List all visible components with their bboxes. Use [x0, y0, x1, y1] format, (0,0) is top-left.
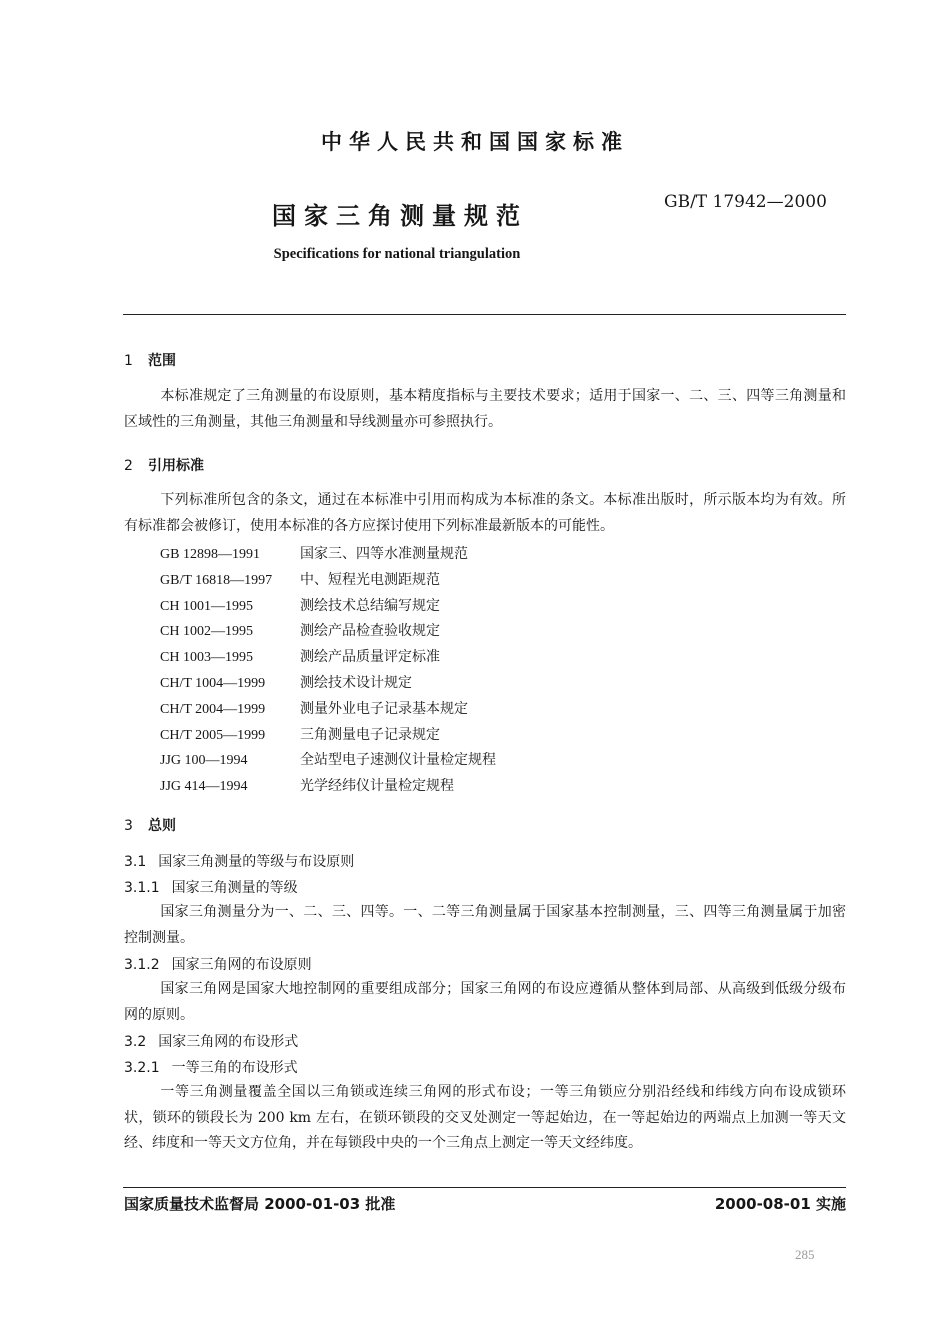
standard-ref-code: CH 1001—1995 [160, 598, 253, 614]
section-2-paragraph: 下列标准所包含的条文，通过在本标准中引用而构成为本标准的条文。本标准出版时，所示版本均为有效。所有标准都会被修订，使用本标准的各方应探讨使用下列标准最新版本的可能性。 [124, 492, 846, 534]
list-item [160, 748, 496, 774]
section-3-1-1-paragraph: 国家三角测量分为一、二、三、四等。一、二等三角测量属于国家基本控制测量，三、四等三角测量属于加密控制测量。 [124, 904, 846, 946]
standard-ref-name: 测绘产品质量评定标准 [300, 649, 440, 666]
section-number: 3.1.1 [124, 880, 160, 896]
section-3-1-2-paragraph: 国家三角网是国家大地控制网的重要组成部分；国家三角网的布设应遵循从整体到局部、从高级到低级分级布网的原则。 [124, 981, 846, 1023]
section-3-1-heading [124, 851, 354, 871]
section-title: 一等三角的布设形式 [171, 1060, 298, 1076]
standard-ref-name: 测绘产品检查验收规定 [300, 623, 440, 640]
section-number: 3.2 [124, 1034, 147, 1050]
document-category: 中华人民共和国国家标准 [321, 130, 629, 154]
section-title: 国家三角测量的等级与布设原则 [158, 854, 355, 870]
list-item [160, 542, 496, 568]
list-item [160, 568, 496, 594]
section-number: 3 [124, 818, 133, 834]
standard-code: GB/T 17942—2000 [664, 192, 827, 212]
section-title: 国家三角测量的等级 [171, 880, 298, 896]
section-3-2-1-heading [124, 1057, 298, 1077]
section-number: 1 [124, 353, 133, 369]
standard-ref-name: 三角测量电子记录规定 [300, 726, 440, 743]
section-number: 3.2.1 [124, 1060, 160, 1076]
standard-ref-code: CH 1002—1995 [160, 624, 253, 640]
referenced-standards-list [160, 542, 496, 800]
standard-ref-code: GB/T 16818—1997 [160, 572, 273, 588]
section-3-2-heading [124, 1031, 298, 1051]
standard-ref-code: GB 12898—1991 [160, 547, 260, 562]
section-3-2-1-paragraph: 一等三角测量覆盖全国以三角锁或连续三角网的形式布设；一等三角锁应分别沿经线和纬线方向布设成锁环状，锁环的锁段长为 200 km 左右，在锁环锁段的交叉处测定一等起始边，在一等起始边的两端点上加测一等天文经、纬度和一等天文方位角，并在每锁段中央的一个三角点上测定一等天文经纬度。 [124, 1084, 846, 1151]
standard-ref-name: 测绘技术总结编写规定 [300, 597, 440, 614]
section-1-paragraph: 本标准规定了三角测量的布设原则，基本精度指标与主要技术要求；适用于国家一、二、三、四等三角测量和区域性的三角测量，其他三角测量和导线测量亦可参照执行。 [124, 388, 846, 430]
section-3-heading [124, 815, 176, 835]
section-title: 引用标准 [148, 458, 204, 474]
list-item [160, 645, 496, 671]
standard-ref-name: 测绘技术设计规定 [300, 674, 412, 691]
standard-ref-code: CH/T 2004—1999 [160, 701, 266, 717]
section-number: 2 [124, 458, 133, 474]
section-number: 3.1 [124, 854, 147, 870]
page-number: 285 [795, 1247, 815, 1262]
implementation-date: 2000-08-01 实施 [714, 1195, 846, 1213]
standard-ref-code: CH/T 1004—1999 [160, 675, 266, 691]
section-1-heading [124, 350, 176, 370]
list-item [160, 671, 496, 697]
approval-statement: 国家质量技术监督局 2000-01-03 批准 [124, 1195, 396, 1213]
document-title-cn: 国家三角测量规范 [272, 202, 528, 230]
footer-divider [123, 1187, 846, 1188]
document-title-en: Specifications for national triangulation [273, 246, 521, 262]
section-3-1-1-heading [124, 877, 298, 897]
standard-ref-code: JJG 100—1994 [160, 753, 248, 769]
section-title: 总则 [148, 818, 176, 834]
standard-ref-name: 中、短程光电测距规范 [300, 571, 440, 588]
standard-ref-code: CH 1003—1995 [160, 650, 253, 666]
section-title: 范围 [148, 353, 176, 369]
list-item [160, 594, 496, 620]
section-3-1-2-heading [124, 954, 312, 974]
standard-ref-name: 光学经纬仪计量检定规程 [300, 778, 454, 795]
list-item [160, 619, 496, 645]
section-2-heading [124, 455, 204, 475]
section-number: 3.1.2 [124, 957, 160, 973]
standard-ref-name: 测量外业电子记录基本规定 [300, 700, 468, 717]
section-title: 国家三角网的布设原则 [171, 957, 312, 973]
header-divider [123, 314, 846, 315]
standard-ref-name: 全站型电子速测仪计量检定规程 [300, 752, 496, 769]
section-title: 国家三角网的布设形式 [158, 1034, 299, 1050]
standard-ref-code: CH/T 2005—1999 [160, 727, 266, 743]
standard-ref-name: 国家三、四等水准测量规范 [300, 546, 468, 562]
list-item [160, 774, 496, 800]
list-item [160, 697, 496, 723]
list-item [160, 723, 496, 749]
standard-ref-code: JJG 414—1994 [160, 779, 248, 795]
